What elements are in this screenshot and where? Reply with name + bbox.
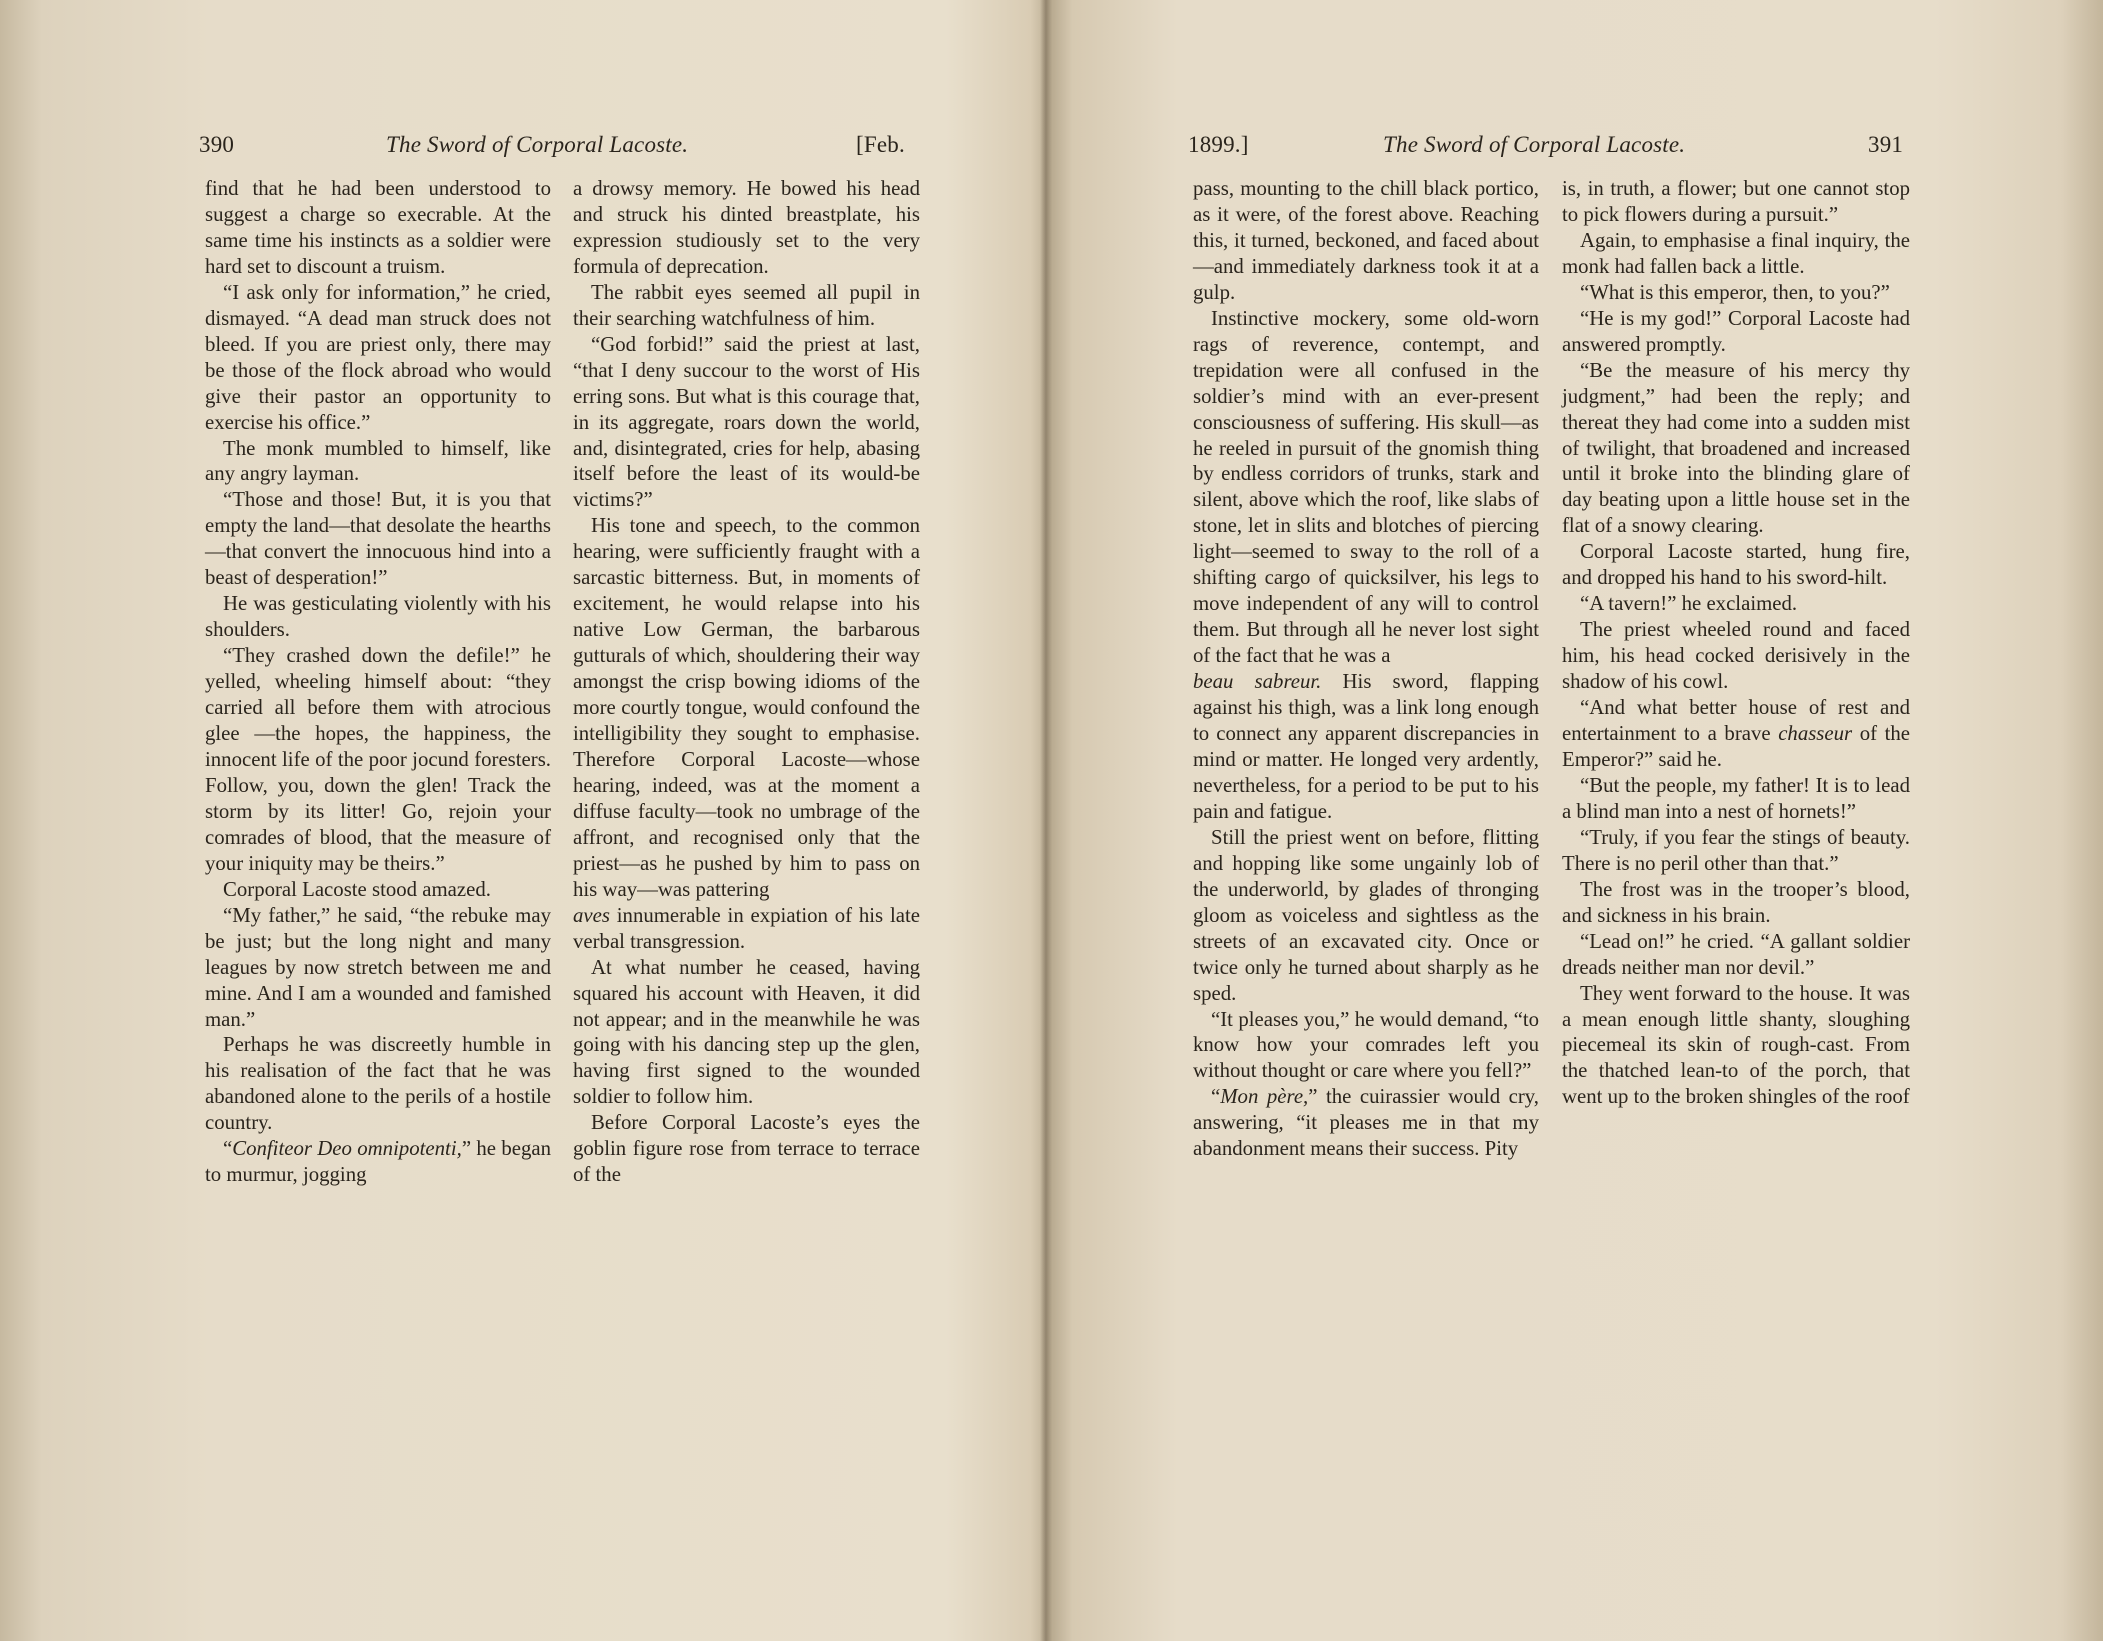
paragraph: “What is this emperor, then, to you?” [1580,280,1890,304]
text-run: innumerable in expiation of his late verbal transgression. [573,903,920,953]
text-run: “ [1211,1085,1221,1109]
paragraph: Again, to emphasise a final inquiry, the monk had fallen back a little. [1562,228,1910,278]
paragraph: “But the people, my father! It is to lead a blind man into a nest of hornets!” [1562,773,1910,823]
paragraph: At what number he ceased, having squared his account with Heaven, it did not appear; and in the meanwhile he was going with his dancing step up the glen, having first signed to the wounded soldier to follow him. [573,955,920,1109]
paragraph: He was gesticulating violently with his shoulders. [205,592,551,642]
paragraph: “A tavern!” he exclaimed. [1580,592,1798,616]
text-run: “And what better house of rest and entertainment to a brave [1562,696,1910,746]
paragraph [1562,695,1910,773]
text-run: ” the cuirassier would cry, answering, “it pleases me in that my abandonment means their success. Pity [1193,1085,1540,1161]
paragraph: The priest wheeled round and faced him, his head cocked derisively in the shadow of his cowl. [1562,618,1910,694]
paragraph: The rabbit eyes seemed all pupil in their searching watchfulness of him. [573,280,920,330]
paragraph [573,903,920,955]
italic-phrase: aves [573,903,610,927]
running-title: The Sword of Corporal Lacoste. [386,132,689,157]
italic-phrase: Confiteor Deo omnipotenti, [232,1137,462,1161]
paragraph [1193,1084,1539,1162]
text-column-1 [205,176,551,1188]
paragraph: Corporal Lacoste stood amazed. [223,877,491,901]
date-mark: [Feb. [856,132,905,157]
paragraph: Corporal Lacoste started, hung fire, and dropped his hand to his sword-hilt. [1562,540,1910,590]
paragraph: find that he had been understood to suggest a charge so execrable. At the same time his instincts as a soldier were hard set to discount a truism. [205,177,551,278]
paragraph: Instinctive mockery, some old-worn rags of reverence, contempt, and trepidation were all confused in the soldier’s mind with an ever-present consciousness of suffering. His skull—as he reeled in pursuit of the gnomish thing by endless corridors of trunks, stark and silent, above which the roof, like slabs of stone, let in slits and blotches of piercing light—seemed to sway to the roll of a shifting cargo of quicksilver, his legs to move independent of any will to control them. But through all he never lost sight of the fact that he was a [1193,306,1539,668]
left-page [0,0,1040,1641]
paragraph: “Be the measure of his mercy thy judgment,” had been the reply; and thereat they had come into a sudden mist of twilight, that broadened and increased until it broke into the blinding glare of day beating upon a little house set in the flat of a snowy clearing. [1562,358,1910,538]
paragraph: “Those and those! But, it is you that empty the land—that desolate the hearths—that convert the innocuous hind into a beast of desperation!” [205,488,551,590]
date-mark: 1899.] [1188,132,1249,157]
paragraph: “My father,” he said, “the rebuke may be just; but the long night and many leagues by now stretch between me and mine. And I am a wounded and famished man.” [205,903,551,1031]
paragraph: “Truly, if you fear the stings of beauty. There is no peril other than that.” [1562,825,1910,875]
paragraph: Perhaps he was discreetly humble in his realisation of the fact that he was abandoned alone to the perils of a hostile country. [205,1033,551,1135]
paragraph: They went forward to the house. It was a mean enough little shanty, sloughing piecemeal its skin of rough-cast. From the thatched lean-to of the porch, that went up to the broken shingles of the roof [1562,981,1910,1109]
paragraph: is, in truth, a flower; but one cannot stop to pick flowers during a pursuit.” [1562,177,1910,226]
text-run: ” he began to murmur, jogging [205,1137,552,1187]
book-gutter [1040,0,1052,1641]
italic-phrase: beau sabreur. [1193,670,1322,694]
italic-phrase: Mon père, [1220,1085,1309,1109]
italic-phrase: chasseur [1778,722,1853,746]
paragraph [205,1136,551,1188]
paragraph [1193,669,1539,825]
paragraph: His tone and speech, to the common hearing, were sufficiently fraught with a sarcastic bitterness. But, in moments of excitement, he would relapse into his native Low German, the barbarous gutturals of which, shouldering their way amongst the crisp bowing idioms of the more courtly tongue, would confound the intelligibility they sought to emphasise. Therefore Corporal Lacoste—whose hearing, indeed, was at the moment a diffuse faculty—took no umbrage of the affront, and recognised only that the priest—as he pushed by him to pass on his way—was pattering [573,514,920,901]
paragraph: Still the priest went on before, flitting and hopping like some ungainly lob of the underworld, by glades of thronging gloom as voiceless and sightless as the streets of an excavated city. Once or twice only he turned about sharply as he sped. [1193,825,1539,1005]
paragraph: The frost was in the trooper’s blood, and sickness in his brain. [1562,877,1910,927]
paragraph: The monk mumbled to himself, like any angry layman. [205,436,551,486]
page-number: 391 [1868,132,1904,157]
paragraph: pass, mounting to the chill black portico, as it were, of the forest above. Reaching this, it turned, beckoned, and faced about—and immediately darkness took it at a gulp. [1193,177,1539,304]
text-run: of the Emperor?” said he. [1562,722,1910,771]
left-page-header [0,132,1040,168]
text-column-1 [1193,176,1539,1162]
text-column-2 [573,176,920,1188]
paragraph: “They crashed down the defile!” he yelled, wheeling himself about: “they carried all before them with atrocious glee —the hopes, the happiness, the innocent life of the poor jocund foresters. Follow, you, down the glen! Track the storm by its litter! Go, rejoin your comrades of blood, that the measure of your iniquity may be theirs.” [205,644,551,875]
paragraph: a drowsy memory. He bowed his head and struck his dinted breastplate, his expression studiously set to the very formula of deprecation. [573,177,920,278]
paragraph: “He is my god!” Corporal Lacoste had answered promptly. [1562,306,1910,356]
right-page [1052,0,2103,1641]
paragraph: “It pleases you,” he would demand, “to know how your comrades left you without thought or care where you fell?” [1193,1007,1539,1083]
paragraph: “I ask only for information,” he cried, dismayed. “A dead man struck does not bleed. If you are priest only, there may be those of the flock abroad who would give their pastor an opportunity to exercise his office.” [205,280,551,434]
paragraph: “Lead on!” he cried. “A gallant soldier dreads neither man nor devil.” [1562,929,1910,979]
paragraph: Before Corporal Lacoste’s eyes the goblin figure rose from terrace to terrace of the [573,1111,920,1187]
paragraph: “God forbid!” said the priest at last, “that I deny succour to the worst of His erring sons. But what is this courage that, in its aggregate, roars down the world, and, disintegrated, cries for help, abasing itself before the least of its would-be victims?” [573,332,920,512]
running-title: The Sword of Corporal Lacoste. [1383,132,1686,157]
text-run: “ [223,1137,233,1161]
text-run: His sword, flapping against his thigh, was a link long enough to connect any apparent discrepancies in mind or matter. He longed very ardently, nevertheless, for a period to be put to his pain and fatigue. [1193,670,1540,823]
page-number: 390 [199,132,235,157]
right-page-header [1052,132,2103,168]
text-column-2 [1562,176,1910,1110]
